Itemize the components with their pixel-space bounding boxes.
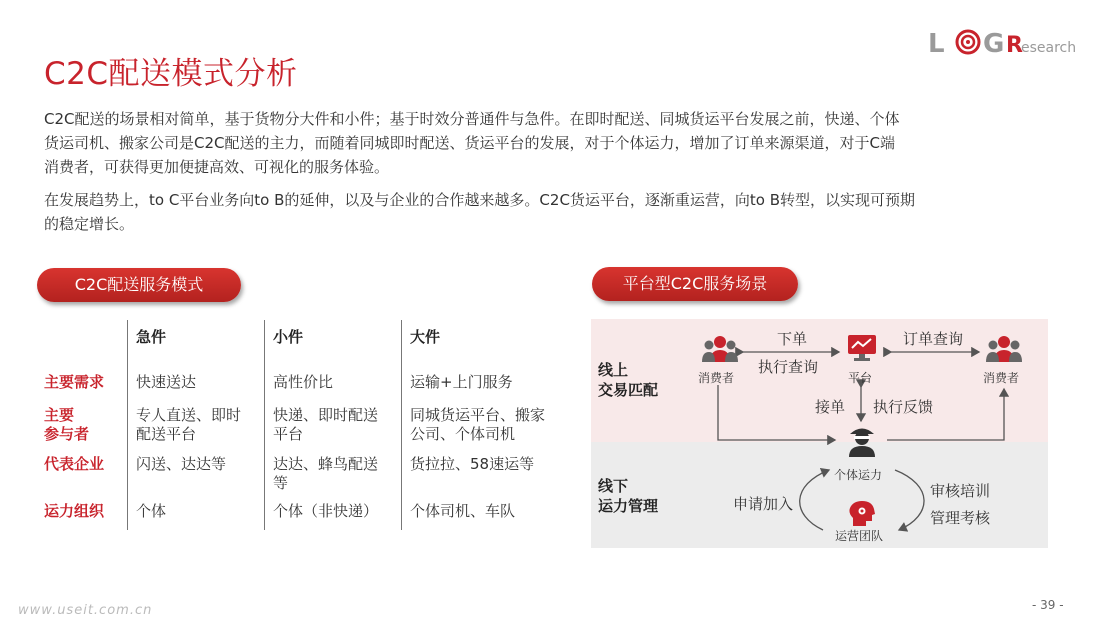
cell-line: 快递、即时配送 (273, 406, 379, 424)
row-label: 代表企业 (44, 455, 105, 473)
arrow-label: 管理考核 (930, 509, 991, 527)
cell-line: 等 (273, 474, 289, 492)
logo-letter-g: G (983, 29, 1005, 59)
arrow-label: 执行查询 (758, 358, 819, 376)
row-label-line: 参与者 (44, 425, 90, 443)
section-pill-service-mode: C2C配送服务模式 (37, 268, 241, 302)
consumer-group-icon (702, 334, 738, 366)
intro-paragraph (44, 107, 1044, 179)
arrow-label: 申请加入 (733, 495, 794, 513)
paragraph-line: 的稳定增长。 (44, 215, 135, 233)
ops-team-label: 运营团队 (835, 529, 884, 543)
table-cell (273, 455, 378, 493)
page-title: C2C配送模式分析 (44, 56, 298, 92)
row-label-line: 主要 (44, 406, 75, 424)
cell-line: 专人直送、即时 (136, 406, 242, 424)
column-divider (264, 320, 265, 530)
table-cell: 闪送、达达等 (136, 455, 227, 473)
table-cell: 个体（非快递） (273, 502, 379, 520)
trend-paragraph (44, 188, 1044, 236)
table-cell: 货拉拉、58速运等 (410, 455, 535, 473)
paragraph-line: 货运司机、搬家公司是C2C配送的主力，而随着同城即时配送、货运平台的发展，对于个体运力，增加了订单来源渠道，对于C端 (44, 134, 895, 152)
column-divider (127, 320, 128, 530)
watermark-url: www.useit.com.cn (18, 603, 153, 618)
cell-line: 同城货运平台、搬家 (410, 406, 546, 424)
ops-team-head-icon (847, 500, 877, 528)
column-header: 大件 (410, 328, 441, 346)
column-divider (401, 320, 402, 530)
arrow-label: 接单 (815, 398, 846, 416)
logo-letter-r: R (1006, 33, 1023, 58)
table-cell: 运输+上门服务 (410, 373, 513, 391)
platform-label: 平台 (848, 371, 873, 385)
logo-text: esearch (1021, 40, 1077, 56)
table-cell: 个体司机、车队 (410, 502, 516, 520)
logo-graphic (928, 24, 1078, 60)
logo-letter-l: L (928, 29, 945, 59)
courier-icon (845, 423, 879, 457)
band-label-line: 运力管理 (598, 497, 659, 515)
table-cell (410, 406, 545, 444)
table-cell: 快速送达 (136, 373, 197, 391)
arrow-label: 执行反馈 (873, 398, 934, 416)
row-label: 主要需求 (44, 373, 105, 391)
row-label (44, 406, 89, 444)
cell-line: 公司、个体司机 (410, 425, 516, 443)
consumer-group-icon (986, 334, 1022, 366)
column-header: 急件 (136, 328, 167, 346)
platform-monitor-icon (846, 333, 878, 363)
row-label: 运力组织 (44, 502, 105, 520)
table-cell: 高性价比 (273, 373, 334, 391)
band-label-line: 交易匹配 (598, 381, 659, 399)
page-number: - 39 - (1032, 598, 1064, 612)
band-label-line: 线下 (598, 477, 629, 495)
logo (928, 24, 1078, 60)
cell-line: 平台 (273, 425, 304, 443)
table-cell (273, 406, 378, 444)
consumer-label-left: 消费者 (698, 371, 735, 385)
column-header: 小件 (273, 328, 304, 346)
paragraph-line: 消费者，可获得更加便捷高效、可视化的服务体验。 (44, 158, 390, 176)
paragraph-line: 在发展趋势上，to C平台业务向to B的延伸，以及与企业的合作越来越多。C2C货运平台，逐渐重运营，向to B转型，以实现可预期 (44, 191, 916, 209)
cell-line: 达达、蜂鸟配送 (273, 455, 379, 473)
arrow-label: 订单查询 (903, 330, 964, 348)
consumer-label-right: 消费者 (983, 371, 1020, 385)
paragraph-line: C2C配送的场景相对简单，基于货物分大件和小件；基于时效分普通件与急件。在即时配送、同城货运平台发展之前，快递、个体 (44, 110, 900, 128)
arrow-label: 审核培训 (930, 482, 991, 500)
arrow-label: 下单 (777, 330, 808, 348)
band-label-line: 线上 (598, 361, 629, 379)
cell-line: 配送平台 (136, 425, 197, 443)
courier-label: 个体运力 (834, 468, 883, 482)
section-pill-platform-scene: 平台型C2C服务场景 (592, 267, 798, 301)
table-cell (136, 406, 241, 444)
table-cell: 个体 (136, 502, 167, 520)
